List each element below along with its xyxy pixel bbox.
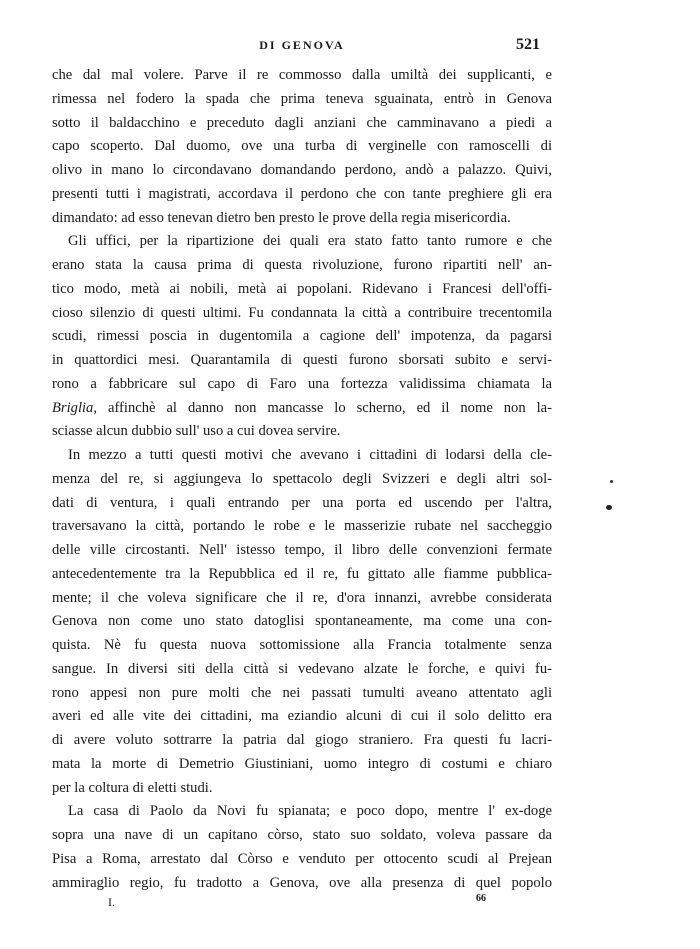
text-line: per la coltura di eletti studi. (52, 779, 213, 796)
text-line: dati di ventura, i quali entrando per una porta ed uscendo per l'altra, (52, 494, 552, 511)
text-line: sotto il baldacchino e preceduto dagli anziani che camminavano a piedi a (52, 114, 552, 131)
page-number: 521 (516, 36, 540, 53)
text-line: Briglia, affinchè al danno non mancasse lo scherno, ed il nome non la- (52, 399, 552, 416)
text-line: traversavano la città, portando le robe e le masserizie rubate nel saccheggio (52, 518, 552, 535)
text-line: menza del re, si aggiungeva lo spettacolo degli Svizzeri e degli altri sol- (52, 470, 552, 487)
text-line: sciasse alcun dubbio sull' uso a cui dovea servire. (52, 423, 341, 440)
running-head: DI GENOVA (259, 38, 345, 52)
text-line: antecedentemente tra la Repubblica ed il re, fu gittato alle fiamme pubblica- (52, 565, 552, 582)
text-line: sangue. In diversi siti della città si vedevano alzate le forche, e quivi fu- (52, 660, 552, 677)
text-line: In mezzo a tutti questi motivi che avevano i cittadini di lodarsi della cle- (68, 447, 552, 463)
text-line: La casa di Paolo da Novi fu spianata; e poco dopo, mentre l' ex-doge (68, 803, 552, 820)
text-line: che dal mal volere. Parve il re commosso dalla umiltà dei supplicanti, e (52, 67, 552, 83)
signature-mark: I. (108, 895, 115, 909)
text-line: sopra una nave di un capitano còrso, stato suo soldato, voleva passare da (52, 827, 552, 843)
text-line: capo scoperto. Dal duomo, ove una turba di verginelle con ramoscelli di (52, 138, 552, 155)
text-line: quista. Nè fu questa nuova sottomissione alla Francia totalmente senza (52, 637, 552, 653)
text-line: mente; il che voleva significare che il re, d'ora innanzi, avrebbe considerata (52, 589, 552, 606)
text-line: averi ed alle vite dei cittadini, ma eziandio alcuni di cui il solo delitto era (52, 708, 552, 725)
sheet-number: 66 (476, 893, 486, 904)
paragraph (52, 800, 552, 895)
text-line: Pisa a Roma, arrestato dal Còrso e venduto per ottocento scudi al Prejean (52, 850, 552, 867)
paragraph (52, 230, 552, 444)
paragraph (52, 444, 552, 800)
ink-speck (610, 480, 613, 483)
text-line: scudi, rimessi poscia in dugentomila a cagione dell' impotenza, da pagarsi (52, 328, 552, 345)
text-line: Gli uffici, per la ripartizione dei quali era stato fatto tanto rumore e che (68, 233, 552, 250)
paragraph (52, 64, 552, 230)
text-line: ammiraglio regio, fu tradotto a Genova, ove alla presenza di quel popolo (52, 874, 552, 891)
text-line: olivo in mano lo circondavano domandando perdono, andò a palazzo. Quivi, (52, 162, 552, 178)
text-line: erano stata la causa prima di questa rivoluzione, furono ripartiti nell' an- (52, 257, 552, 273)
ink-speck (606, 505, 612, 510)
text-line: mata la morte di Demetrio Giustiniani, uomo integro di costumi e chiaro (52, 755, 552, 772)
text-line: dimandato: ad esso tenevan dietro ben presto le prove della regia misericordia. (52, 209, 511, 226)
text-line: di avere voluto sottrarre la patria dal giogo straniero. Fra questi fu lacri- (52, 732, 552, 748)
text-line: rono a fabbricare sul capo di Faro una fortezza validissima chiamata la (52, 375, 552, 392)
italic-word: Briglia (52, 399, 94, 416)
text-line: cioso silenzio di questi ultimi. Fu condannata la città a contribuire trecentomila (52, 304, 552, 321)
text-line: presenti tutti i magistrati, accordava il perdono che con tante preghiere gli era (52, 185, 552, 202)
page-header (52, 36, 552, 58)
text-line: Genova non come uno stato datoglisi spontaneamente, ma come una con- (52, 613, 552, 630)
body-text (52, 64, 552, 895)
text-line: rono appesi non pure molti che nei passati tumulti aveano attentato agli (52, 684, 552, 701)
text-line: delle ville circostanti. Nell' istesso tempo, il libro delle convenzioni fermate (52, 542, 552, 558)
text-line: in quattordici mesi. Quarantamila di questi furono sborsati subito e servi- (52, 352, 552, 368)
text-line: rimessa nel fodero la spada che prima teneva sguainata, entrò in Genova (52, 90, 552, 107)
text-line: tico modo, metà ai nobili, metà ai popolani. Ridevano i Francesi dell'offi- (52, 280, 552, 297)
